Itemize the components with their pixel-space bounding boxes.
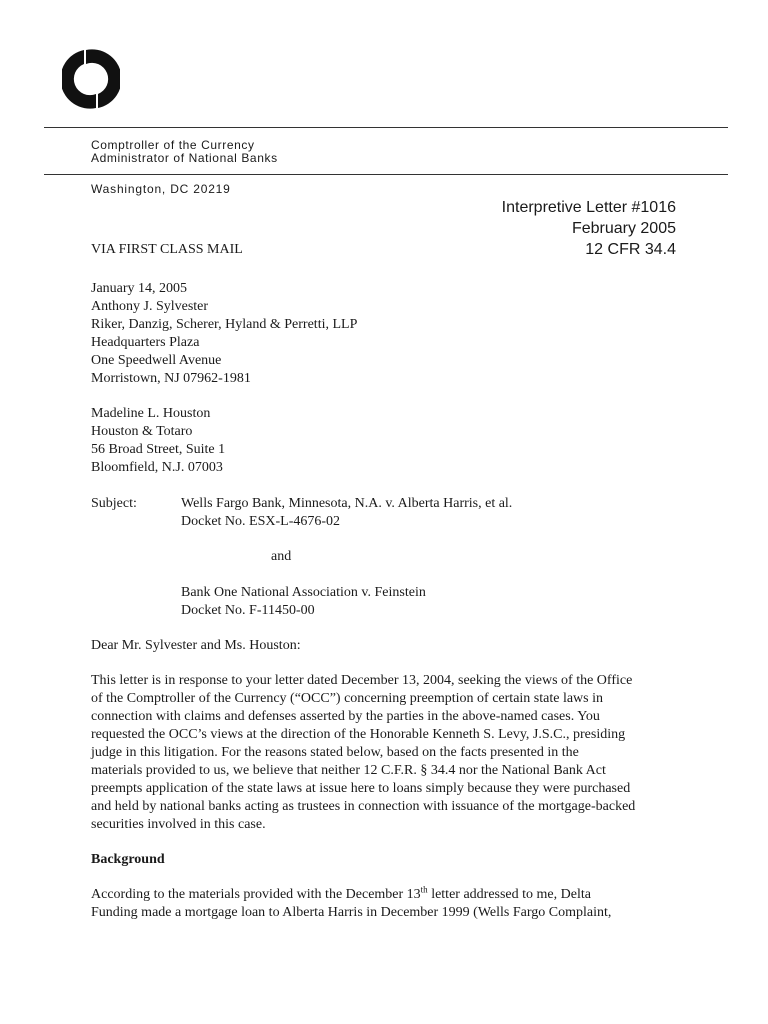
paragraph-line: and held by national banks acting as trustees in connection with issuance of the mortgage-backed — [91, 799, 636, 814]
address-line: One Speedwell Avenue — [91, 353, 222, 368]
agency-subtitle: Administrator of National Banks — [91, 151, 278, 165]
agency-name: Comptroller of the Currency — [91, 138, 255, 152]
address-line: 56 Broad Street, Suite 1 — [91, 442, 226, 457]
reference-block — [502, 197, 676, 260]
docket-number: Docket No. F-11450-00 — [181, 603, 315, 618]
subject-case-2 — [181, 584, 426, 620]
case-title: Wells Fargo Bank, Minnesota, N.A. v. Alberta Harris, et al. — [181, 496, 513, 511]
location: Washington, DC 20219 — [91, 182, 231, 196]
address-block-1 — [91, 280, 357, 388]
paragraph-line — [91, 886, 686, 904]
body-paragraph-1 — [91, 672, 686, 834]
address-line: Houston & Totaro — [91, 424, 193, 439]
subject-label: Subject: — [91, 496, 137, 511]
paragraph-line: Funding made a mortgage loan to Alberta Harris in December 1999 (Wells Fargo Complaint, — [91, 905, 612, 920]
ordinal-suffix: th — [420, 884, 428, 895]
body-paragraph-2 — [91, 886, 686, 922]
paragraph-line: judge in this litigation. For the reasons stated below, based on the facts presented in the — [91, 745, 579, 760]
case-title: Bank One National Association v. Feinstein — [181, 585, 426, 600]
text-run: According to the materials provided with the December 13 — [91, 887, 421, 902]
address-block-2 — [91, 405, 225, 477]
header-top-rule — [44, 127, 728, 128]
paragraph-line: securities involved in this case. — [91, 817, 266, 832]
paragraph-line: preempts application of the state laws at issue here to loans simply because they were purchased — [91, 781, 631, 796]
address-line: Riker, Danzig, Scherer, Hyland & Perretti, LLP — [91, 317, 358, 332]
paragraph-line: requested the OCC’s views at the direction of the Honorable Kenneth S. Levy, J.S.C., presiding — [91, 727, 626, 742]
delivery-method: VIA FIRST CLASS MAIL — [91, 242, 243, 257]
subject-conjunction: and — [271, 549, 292, 564]
address-line: Headquarters Plaza — [91, 335, 200, 350]
letter-month: February 2005 — [571, 220, 676, 237]
paragraph-line: connection with claims and defenses asserted by the parties in the above-named cases. You — [91, 709, 600, 724]
occ-logo-icon — [62, 46, 120, 112]
subject-case-1 — [181, 495, 512, 531]
letter-date: January 14, 2005 — [91, 281, 188, 296]
paragraph-line: materials provided to us, we believe that neither 12 C.F.R. § 34.4 nor the National Bank Act — [91, 763, 606, 778]
address-line: Anthony J. Sylvester — [91, 299, 209, 314]
section-heading: Background — [91, 852, 165, 867]
letter-number: Interpretive Letter #1016 — [501, 199, 676, 216]
docket-number: Docket No. ESX-L-4676-02 — [181, 514, 341, 529]
address-line: Bloomfield, N.J. 07003 — [91, 460, 223, 475]
paragraph-line: of the Comptroller of the Currency (“OCC”) concerning preemption of certain state laws in — [91, 691, 603, 706]
cfr-citation: 12 CFR 34.4 — [585, 241, 676, 258]
paragraph-line: This letter is in response to your letter dated December 13, 2004, seeking the views of the Office — [91, 673, 633, 688]
address-line: Madeline L. Houston — [91, 406, 211, 421]
salutation: Dear Mr. Sylvester and Ms. Houston: — [91, 638, 301, 653]
text-run: letter addressed to me, Delta — [427, 887, 591, 902]
header-bottom-rule — [44, 174, 728, 175]
address-line: Morristown, NJ 07962-1981 — [91, 371, 251, 386]
